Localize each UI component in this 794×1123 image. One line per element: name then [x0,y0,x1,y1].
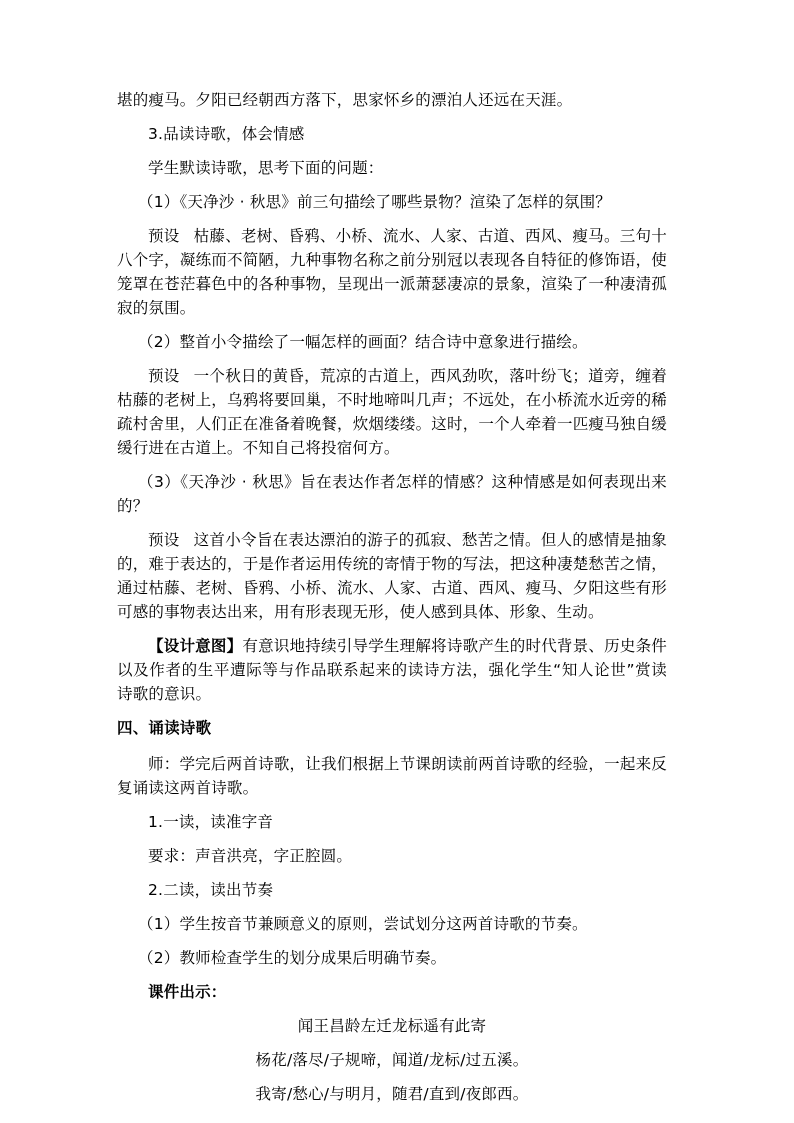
section-heading-4: 四、诵读诗歌 [117,719,212,737]
reading-step-1: 1.一读，读准字音 [148,813,274,831]
poem-title: 闻王昌龄左迁龙标遥有此寄 [297,1017,487,1035]
reading-step-1-requirement: 要求：声音洪亮，字正腔圆。 [148,847,353,865]
answer-2 [117,364,667,460]
poem-line-1: 杨花/落尽/子规啼，闻道/龙标/过五溪。 [255,1051,529,1069]
paragraph-student-task: 学生默读诗歌，思考下面的问题： [148,159,384,177]
answer-1 [117,224,667,320]
reading-step-2-a: （1）学生按音节兼顾意义的原则，尝试划分这两首诗歌的节奏。 [138,915,588,933]
answer-3 [117,528,667,624]
answer-2-label: 预设 [148,367,180,385]
reading-step-2: 2.二读，读出节奏 [148,881,274,899]
answer-3-text: 这首小令旨在表达漂泊的游子的孤寂、愁苦之情。但人的感情是抽象的，难于表达的，于是作者运用传统的寄情于物的写法，把这种凄楚愁苦之情，通过枯藤、老树、昏鸦、小桥、流水、人家、古道、西风、瘦马、夕阳这些有形可感的事物表达出来，用有形表现无形，使人感到具体、形象、生动。 [117,531,667,621]
design-intent-label: 【设计意图】 [148,637,243,655]
question-2: （2）整首小令描绘了一幅怎样的画面？结合诗中意象进行描绘。 [138,333,588,351]
courseware-label: 课件出示： [148,983,227,1001]
question-1: （1）《天净沙 · 秋思》前三句描绘了哪些景物？渲染了怎样的氛围？ [138,193,611,211]
answer-1-text: 枯藤、老树、昏鸦、小桥、流水、人家、古道、西风、瘦马。三句十八个字，凝练而不简陋，九种事物名称之前分别冠以表现各自特征的修饰语，使笼罩在苍茫暮色中的各种事物，呈现出一派萧瑟凄凉的景象，渲染了一种凄清孤寂的氛围。 [117,227,667,317]
reading-step-2-b: （2）教师检查学生的划分成果后明确节奏。 [138,949,447,967]
paragraph-continuation: 堪的瘦马。夕阳已经朝西方落下，思家怀乡的漂泊人还远在天涯。 [117,91,573,109]
answer-2-text: 一个秋日的黄昏，荒凉的古道上，西风劲吹，落叶纷飞；道旁，缠着枯藤的老树上，乌鸦将要回巢，不时地啼叫几声；不远处，在小桥流水近旁的稀疏村舍里，人们正在准备着晚餐，炊烟缕缕。这时，一个人牵着一匹瘦马独自缓缓行进在古道上。不知自己将投宿何方。 [117,367,667,457]
design-intent [117,634,667,706]
answer-1-label: 预设 [148,227,180,245]
teacher-intro: 师：学完后两首诗歌，让我们根据上节课朗读前两首诗歌的经验，一起来反复诵读这两首诗歌。 [117,755,667,797]
answer-3-label: 预设 [148,531,180,549]
document-page [117,88,667,1116]
subsection-title-3: 3.品读诗歌，体会情感 [148,125,305,143]
poem-line-2: 我寄/愁心/与明月，随君/直到/夜郎西。 [255,1085,529,1103]
design-intent-text: 有意识地持续引导学生理解将诗歌产生的时代背景、历史条件以及作者的生平遭际等与作品联系起来的读诗方法，强化学生“知人论世”赏读诗歌的意识。 [117,637,668,703]
question-3: （3）《天净沙 · 秋思》旨在表达作者怎样的情感？这种情感是如何表现出来的？ [117,473,667,515]
